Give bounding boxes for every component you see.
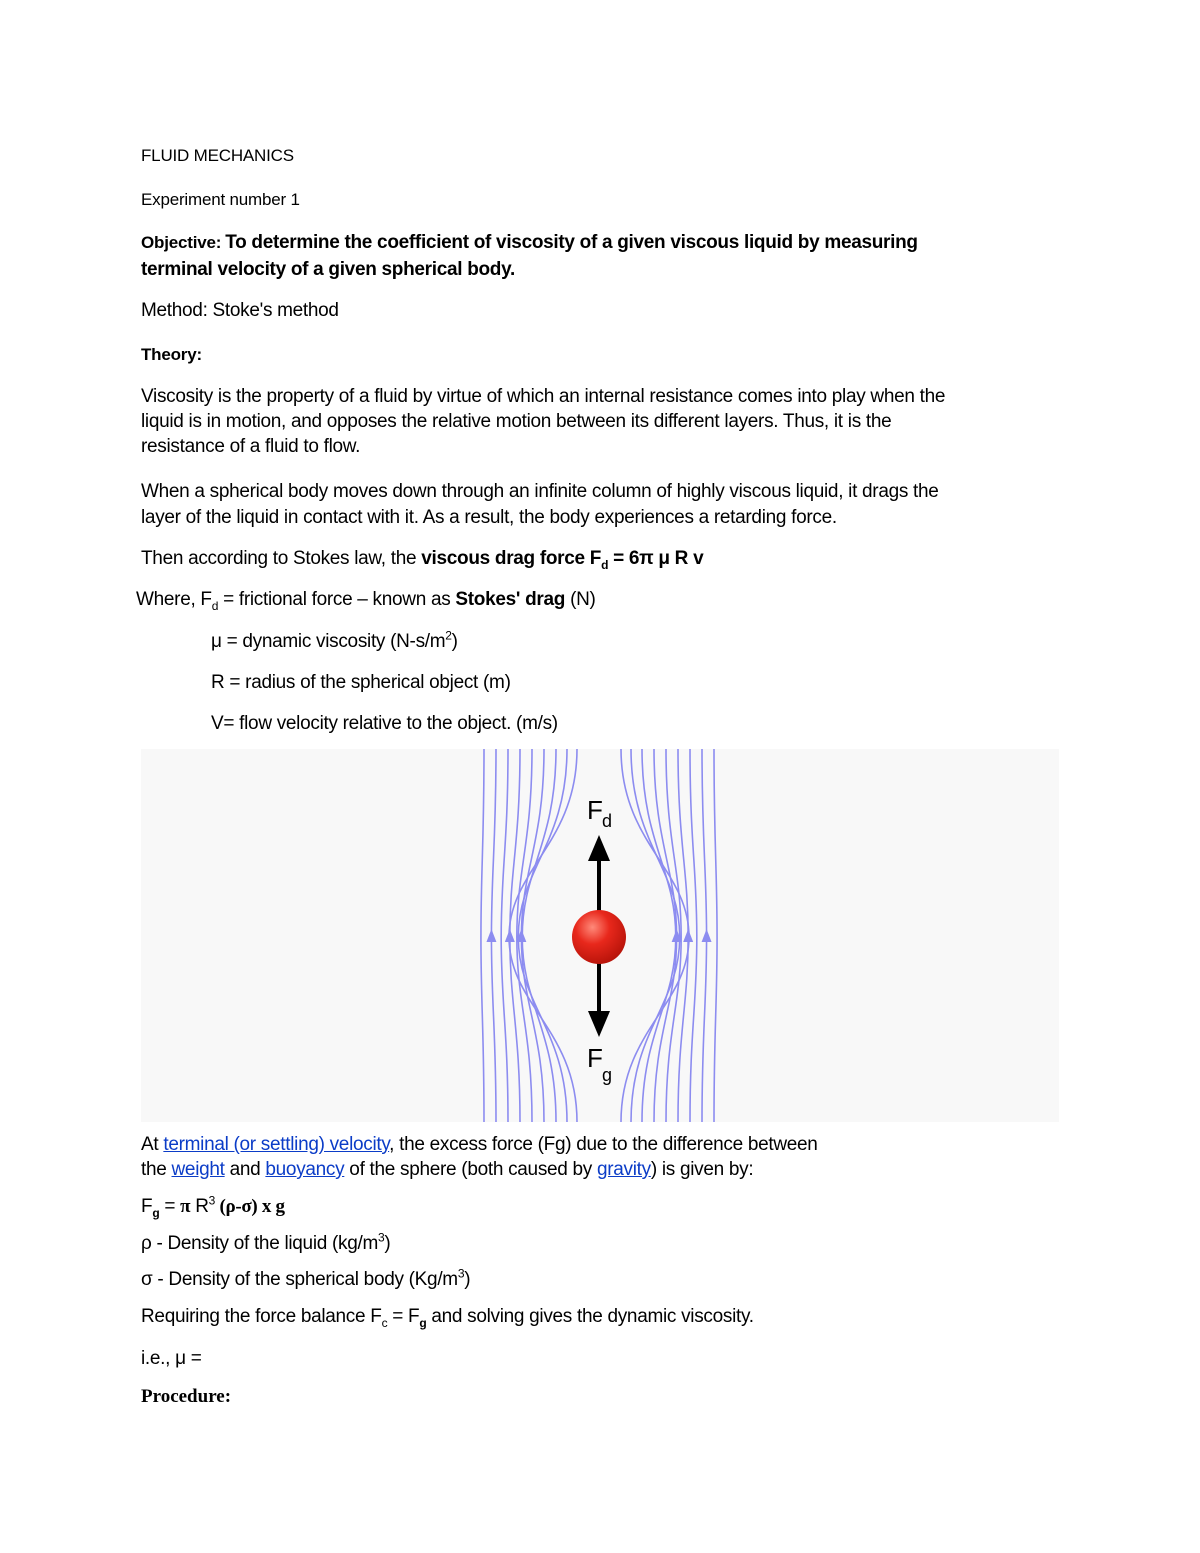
label-fd-sub: d xyxy=(602,811,613,831)
flow-diagram xyxy=(141,749,1059,1122)
balance-mid: = F xyxy=(387,1306,420,1327)
ie-line: i.e., μ = xyxy=(141,1348,202,1369)
streamline xyxy=(521,749,544,1122)
label-fg: F xyxy=(587,1043,603,1073)
streamline xyxy=(642,749,676,1122)
fg-eq: = xyxy=(159,1196,181,1217)
balance-prefix: Requiring the force balance F xyxy=(141,1306,382,1327)
mu-definition xyxy=(211,628,458,653)
stokes-bold: viscous drag force F xyxy=(421,548,602,569)
label-fg-sub: g xyxy=(602,1065,613,1085)
rho-sup: 3 xyxy=(378,1230,385,1245)
terminal-velocity-line xyxy=(141,1134,818,1156)
rho-definition xyxy=(141,1230,391,1255)
fg-sup: 3 xyxy=(208,1193,215,1208)
method-line: Method: Stoke's method xyxy=(141,300,339,321)
stokes-formula: = 6π μ R v xyxy=(608,548,704,569)
sphere xyxy=(572,910,626,964)
mu-sup: 2 xyxy=(445,628,452,643)
v-definition: V= flow velocity relative to the object. (m/s) xyxy=(211,713,558,734)
para1-line1: Viscosity is the property of a fluid by virtue of which an internal resistance comes into play when the xyxy=(141,386,946,407)
objective-line-1 xyxy=(141,232,918,254)
and-text: and xyxy=(224,1159,266,1180)
sigma-close: ) xyxy=(464,1269,471,1290)
sphere-text: of the sphere (both caused by xyxy=(344,1159,597,1180)
fg-rest: (ρ-σ) x g xyxy=(215,1196,285,1217)
streamline xyxy=(501,749,508,1122)
objective-text-2: terminal velocity of a given spherical body. xyxy=(141,259,515,280)
para1-line3: resistance of a fluid to flow. xyxy=(141,436,361,457)
streamline xyxy=(631,749,680,1122)
stokes-law-line xyxy=(141,548,703,570)
streamline xyxy=(654,749,677,1122)
where-prefix: Where, F xyxy=(136,589,212,610)
doc-title: FLUID MECHANICS xyxy=(141,146,294,165)
rho-def-text: ρ - Density of the liquid (kg/m xyxy=(141,1233,378,1254)
mu-close: ) xyxy=(451,631,458,652)
terminal-velocity-link[interactable]: terminal (or settling) velocity xyxy=(163,1134,390,1155)
para2-line2: layer of the liquid in contact with it. As a result, the body experiences a retarding force. xyxy=(141,507,837,528)
streamline xyxy=(690,749,697,1122)
streamline xyxy=(714,749,717,1122)
stokes-flow-figure xyxy=(141,749,1059,1122)
balance-sub1: c xyxy=(381,1315,388,1330)
streamline xyxy=(518,749,567,1122)
flow-arrowhead xyxy=(702,929,712,942)
streamline xyxy=(522,749,556,1122)
stokes-sub: d xyxy=(601,557,609,572)
gravity-link[interactable]: gravity xyxy=(596,1159,651,1180)
given-text: ) is given by: xyxy=(650,1159,754,1180)
para1-line2: liquid is in motion, and opposes the relative motion between its different layers. Thus, it is the xyxy=(141,411,892,432)
weight-buoyancy-line xyxy=(141,1159,753,1181)
streamline xyxy=(481,749,484,1122)
experiment-number: Experiment number 1 xyxy=(141,190,300,209)
rho-close: ) xyxy=(384,1233,391,1254)
where-bold: Stokes' drag xyxy=(455,589,566,610)
sigma-sup: 3 xyxy=(457,1266,465,1281)
where-sub: d xyxy=(211,598,219,613)
flow-arrowhead xyxy=(505,929,515,942)
stokes-prefix: Then according to Stokes law, the xyxy=(141,548,422,569)
where-suffix: (N) xyxy=(565,589,596,610)
gravity-force-arrowhead xyxy=(588,1011,610,1037)
balance-sub2: g xyxy=(419,1315,427,1330)
sigma-def-text: σ - Density of the spherical body (Kg/m xyxy=(141,1269,458,1290)
fg-r: R xyxy=(190,1196,209,1217)
where-line xyxy=(136,589,596,611)
drag-force-arrowhead xyxy=(588,835,610,861)
label-fd: F xyxy=(587,795,603,825)
weight-link[interactable]: weight xyxy=(171,1159,225,1180)
the-prefix: the xyxy=(141,1159,172,1180)
where-mid: = frictional force – known as xyxy=(218,589,456,610)
buoyancy-link[interactable]: buoyancy xyxy=(265,1159,345,1180)
objective-label: Objective: xyxy=(141,233,222,252)
at-suffix: , the excess force (Fg) due to the difference between xyxy=(389,1134,818,1155)
fg-sub: g xyxy=(152,1205,160,1220)
objective-text-1: To determine the coefficient of viscosity of a given viscous liquid by measuring xyxy=(225,232,918,253)
mu-def-text: μ = dynamic viscosity (N-s/m xyxy=(211,631,446,652)
fg-main: F xyxy=(141,1196,153,1217)
flow-arrowhead xyxy=(486,929,496,942)
theory-heading: Theory: xyxy=(141,345,202,364)
para2-line1: When a spherical body moves down through an infinite column of highly viscous liquid, it drags the xyxy=(141,481,939,502)
procedure-heading: Procedure: xyxy=(141,1386,232,1407)
fg-formula xyxy=(141,1193,285,1220)
balance-suffix: and solving gives the dynamic viscosity. xyxy=(426,1306,754,1327)
sigma-definition xyxy=(141,1266,471,1291)
force-balance-line xyxy=(141,1306,754,1328)
flow-arrowhead xyxy=(683,929,693,942)
r-definition: R = radius of the spherical object (m) xyxy=(211,672,511,693)
at-prefix: At xyxy=(141,1134,164,1155)
fg-pi: π xyxy=(180,1196,191,1217)
